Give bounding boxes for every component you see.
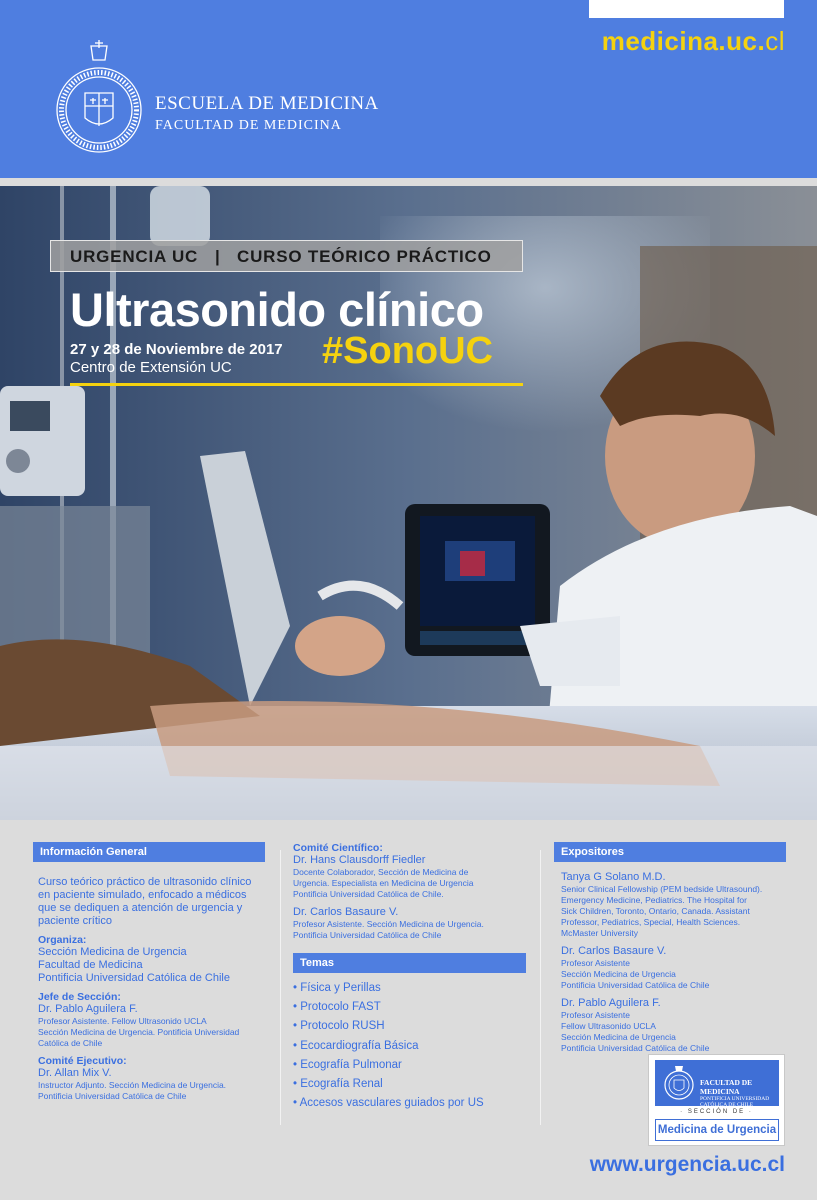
expositor-desc: Pontificia Universidad Católica de Chile <box>561 1043 710 1053</box>
comite-name: Dr. Allan Mix V. <box>38 1067 112 1079</box>
organiza-label: Organiza: <box>38 934 87 946</box>
expositor-name-2: Dr. Carlos Basaure V. <box>561 945 667 957</box>
organiza-line-3: Pontificia Universidad Católica de Chile <box>38 972 230 984</box>
logo-unit: Medicina de Urgencia <box>655 1119 779 1141</box>
organiza-line-1: Sección Medicina de Urgencia <box>38 946 187 958</box>
footer-url[interactable]: www.urgencia.uc.cl <box>589 1153 785 1176</box>
cientifico-desc-1-1: Docente Colaborador, Sección de Medicina de <box>293 867 469 877</box>
cientifico-desc-1-2: Urgencia. Especialista en Medicina de Urgencia <box>293 878 474 888</box>
column-divider-2 <box>540 850 541 1125</box>
jefe-desc-1: Profesor Asistente. Fellow Ultrasonido UCLA <box>38 1016 207 1026</box>
jefe-label: Jefe de Sección: <box>38 991 121 1003</box>
cientifico-name-1: Dr. Hans Clausdorff Fiedler <box>293 854 426 866</box>
middle-column <box>293 842 526 1113</box>
info-description: Curso teórico práctico de ultrasonido clínico en paciente simulado, enfocado a médicos que se dediquen a atención de urgencia y paciente crítico <box>38 876 252 927</box>
expositor-desc: Profesor Asistente <box>561 1010 630 1020</box>
info-heading: Información General <box>33 842 265 862</box>
cientifico-desc-2-1: Profesor Asistente. Sección Medicina de Urgencia. <box>293 919 484 929</box>
expositor-desc: Senior Clinical Fellowship (PEM bedside Ultrasound). <box>561 884 763 894</box>
expositores-heading: Expositores <box>554 842 786 862</box>
course-date: 27 y 28 de Noviembre de 2017 <box>70 341 283 358</box>
faculty-logo-block <box>655 1060 779 1106</box>
temas-heading: Temas <box>293 953 526 973</box>
column-divider-1 <box>280 850 281 1125</box>
expositor-desc: Pontificia Universidad Católica de Chile <box>561 980 710 990</box>
expositor-name-3: Dr. Pablo Aguilera F. <box>561 997 661 1009</box>
organiza-line-2: Facultad de Medicina <box>38 959 143 971</box>
course-title: Ultrasonido clínico <box>70 283 484 336</box>
logo-university-2: CATÓLICA DE CHILE <box>700 1102 754 1108</box>
cientifico-name-2: Dr. Carlos Basaure V. <box>293 906 399 918</box>
temas-list <box>293 979 526 1113</box>
faculty-logo-text <box>700 1078 779 1108</box>
tema-item: • Ecografía Pulmonar <box>293 1058 402 1071</box>
jefe-name: Dr. Pablo Aguilera F. <box>38 1003 138 1015</box>
info-column <box>33 842 265 1102</box>
band-curso: CURSO TEÓRICO PRÁCTICO <box>237 247 492 266</box>
logo-seccion: · SECCIÓN DE · <box>680 1109 753 1115</box>
expositor-desc: Profesor Asistente <box>561 958 630 968</box>
title-underline <box>70 383 523 386</box>
comite-label: Comité Ejecutivo: <box>38 1055 127 1067</box>
seal-small-icon <box>663 1065 695 1101</box>
tema-item: • Protocolo FAST <box>293 1001 381 1014</box>
site-main: medicina.uc. <box>601 26 766 56</box>
tema-item: • Accesos vasculares guiados por US <box>293 1097 484 1110</box>
hashtag: #SonoUC <box>322 330 493 372</box>
expositor-desc: McMaster University <box>561 928 638 938</box>
tema-item: • Física y Perillas <box>293 982 381 994</box>
cientifico-desc-1-3: Pontificia Universidad Católica de Chile. <box>293 889 444 899</box>
logo-faculty: FACULTAD DE MEDICINA <box>700 1078 753 1096</box>
comite-desc-1: Instructor Adjunto. Sección Medicina de Urgencia. <box>38 1080 227 1090</box>
comite-desc-2: Pontificia Universidad Católica de Chile <box>38 1091 187 1101</box>
section-logo <box>648 1054 785 1146</box>
tema-item: • Ecografía Renal <box>293 1078 383 1091</box>
tema-item: • Protocolo RUSH <box>293 1020 385 1033</box>
tema-item: • Ecocardiografía Básica <box>293 1039 419 1052</box>
university-seal-icon <box>55 38 143 158</box>
school-name <box>155 93 379 134</box>
site-link[interactable] <box>602 26 785 57</box>
course-venue: Centro de Extensión UC <box>70 359 232 376</box>
logo-university-1: PONTIFICIA UNIVERSIDAD <box>700 1096 770 1102</box>
jefe-desc-3: Católica de Chile <box>38 1038 103 1048</box>
band-urgencia: URGENCIA UC <box>70 247 199 266</box>
header-white-tab <box>589 0 784 18</box>
expositores-column <box>554 842 786 1054</box>
band-separator: | <box>215 247 221 266</box>
school-title: ESCUELA DE MEDICINA <box>155 93 379 114</box>
expositor-desc: Fellow Ultrasonido UCLA <box>561 1021 656 1031</box>
jefe-desc-2: Sección Medicina de Urgencia. Pontificia Universidad <box>38 1027 240 1037</box>
faculty-title: FACULTAD DE MEDICINA <box>155 118 342 133</box>
cientifico-desc-2-2: Pontificia Universidad Católica de Chile <box>293 930 442 940</box>
course-band <box>50 240 523 272</box>
expositor-desc: Professor, Pediatrics, Special, Health Sciences. <box>561 917 741 927</box>
expositor-desc: Sección Medicina de Urgencia <box>561 1032 676 1042</box>
expositor-desc: Sick Children, Toronto, Ontario, Canada. Assistant <box>561 906 750 916</box>
expositor-desc: Emergency Medicine, Pediatrics. The Hospital for <box>561 895 747 905</box>
expositor-name-1: Tanya G Solano M.D. <box>561 871 666 883</box>
cientifico-label: Comité Científico: <box>293 842 383 854</box>
site-tld: cl <box>765 26 785 56</box>
header-bar <box>0 0 817 178</box>
expositor-desc: Sección Medicina de Urgencia <box>561 969 676 979</box>
